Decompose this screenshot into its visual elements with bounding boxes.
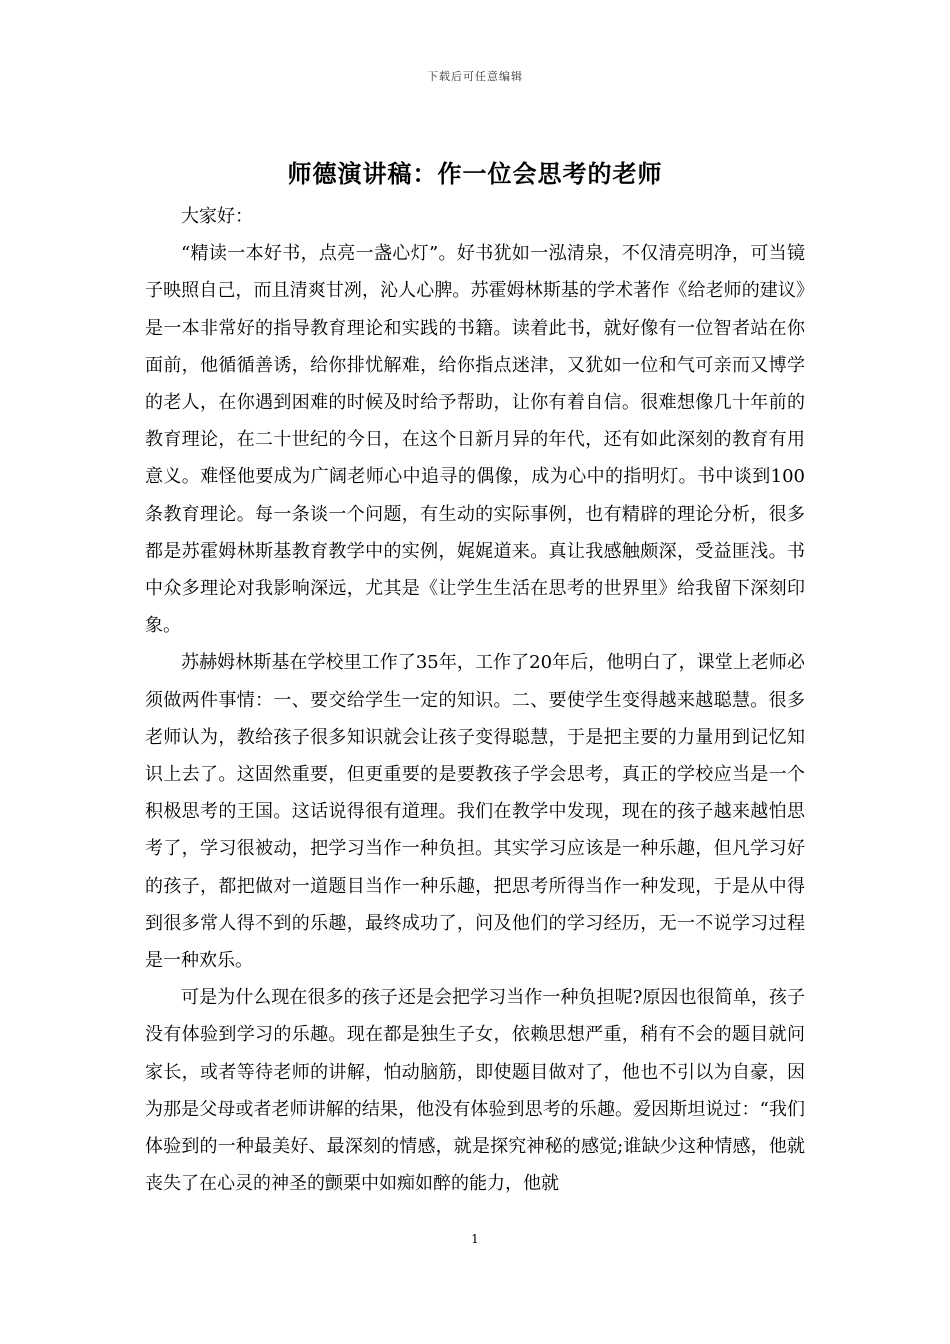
body-paragraph: 苏赫姆林斯基在学校里工作了35年，工作了20年后，他明白了，课堂上老师必须做两件事情：一、要交给学生一定的知识。二、要使学生变得越来越聪慧。很多老师认为，教给孩子很多知识就会让孩子变得聪慧，于是把主要的力量用到记忆知识上去了。这固然重要，但更重要的是要教孩子学会思考，真正的学校应当是一个积极思考的王国。这话说得很有道理。我们在教学中发现，现在的孩子越来越怕思考了，学习很被动，把学习当作一种负担。其实学习应该是一种乐趣，但凡学习好的孩子，都把做对一道题目当作一种乐趣，把思考所得当作一种发现，于是从中得到很多常人得不到的乐趣，最终成功了，问及他们的学习经历，无一不说学习过程是一种欢乐。 [145,652,805,972]
header-note: 下载后可任意编辑 [427,70,523,83]
body-paragraph: “精读一本好书，点亮一盏心灯”。好书犹如一泓清泉，不仅清亮明净，可当镜子映照自己，而且清爽甘冽，沁人心脾。苏霍姆林斯基的学术著作《给老师的建议》是一本非常好的指导教育理论和实践的书籍。读着此书，就好像有一位智者站在你面前，他循循善诱，给你排忧解难，给你指点迷津，又犹如一位和气可亲而又博学的老人，在你遇到困难的时候及时给予帮助，让你有着自信。很难想像几十年前的教育理论，在二十世纪的今日，在这个日新月异的年代，还有如此深刻的教育有用意义。难怪他要成为广阔老师心中追寻的偶像，成为心中的指明灯。书中谈到100条教育理论。每一条谈一个问题，有生动的实际事例，也有精辟的理论分析，很多都是苏霍姆林斯基教育教学中的实例，娓娓道来。真让我感触颇深，受益匪浅。书中众多理论对我影响深远，尤其是《让学生生活在思考的世界里》给我留下深刻印象。 [145,243,805,637]
document-title: 师德演讲稿：作一位会思考的老师 [287,159,663,188]
page-number: 1 [471,1232,479,1246]
body-paragraph: 可是为什么现在很多的孩子还是会把学习当作一种负担呢?原因也很简单，孩子没有体验到学习的乐趣。现在都是独生子女，依赖思想严重，稍有不会的题目就问家长，或者等待老师的讲解，怕动脑筋，即使题目做对了，他也不引以为自豪，因为那是父母或者老师讲解的结果，他没有体验到思考的乐趣。爱因斯坦说过：“我们体验到的一种最美好、最深刻的情感，就是探究神秘的感觉;谁缺少这种情感，他就丧失了在心灵的神圣的颤栗中如痴如醉的能力，他就 [145,987,805,1195]
greeting-paragraph: 大家好： [181,206,253,227]
document-body [145,198,805,1202]
